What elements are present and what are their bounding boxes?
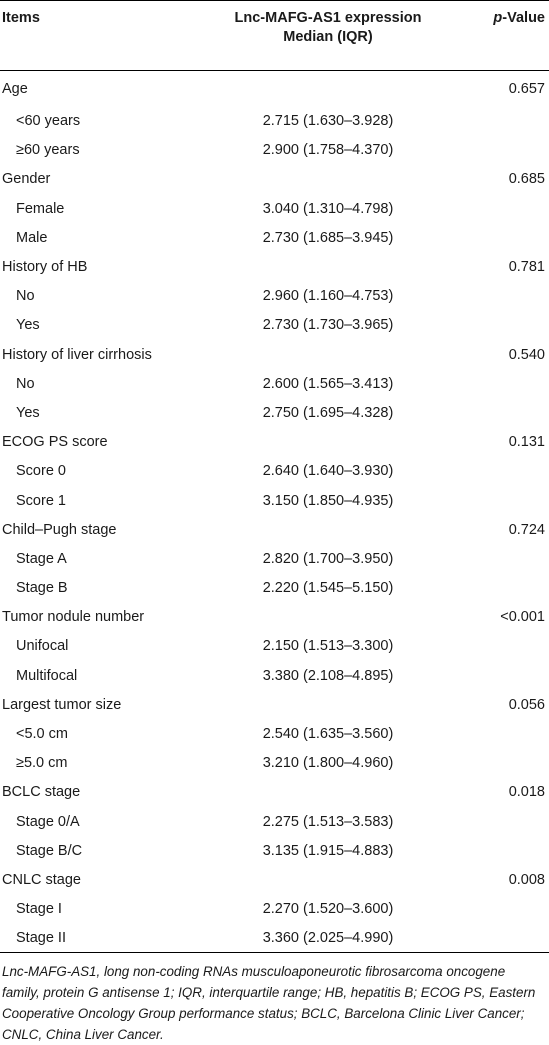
row-label: BCLC stage xyxy=(2,784,81,801)
row-pvalue xyxy=(441,544,549,573)
row-label: <60 years xyxy=(16,113,81,130)
table-row xyxy=(0,252,549,281)
row-label: Unifocal xyxy=(16,638,69,655)
header-expression xyxy=(215,1,441,71)
row-pvalue xyxy=(441,282,549,311)
row-expression: 2.730 (1.685–3.945) xyxy=(262,229,394,246)
row-label: Male xyxy=(16,229,48,246)
row-pvalue xyxy=(441,457,549,486)
row-expression: 2.715 (1.630–3.928) xyxy=(262,113,394,130)
table-row xyxy=(0,311,549,340)
table-row xyxy=(0,895,549,924)
row-expression xyxy=(215,690,441,719)
row-expression: 3.135 (1.915–4.883) xyxy=(262,842,394,859)
table-row xyxy=(0,661,549,690)
table-row xyxy=(0,136,549,165)
row-label: History of HB xyxy=(2,259,88,276)
row-pvalue xyxy=(441,719,549,748)
header-expression-line1: Lnc-MAFG-AS1 expression xyxy=(234,10,422,26)
row-pvalue xyxy=(441,136,549,165)
table-row xyxy=(0,398,549,427)
row-pvalue xyxy=(441,223,549,252)
table-row xyxy=(0,369,549,398)
row-label: Yes xyxy=(16,317,40,334)
row-expression xyxy=(215,252,441,281)
row-label: Stage II xyxy=(0,924,215,953)
row-pvalue xyxy=(441,924,549,953)
row-label: ≥60 years xyxy=(16,142,80,159)
row-label: Female xyxy=(16,200,65,217)
row-label: Stage A xyxy=(16,550,67,567)
row-expression: 2.750 (1.695–4.328) xyxy=(262,404,394,421)
row-pvalue: 0.056 xyxy=(508,696,545,713)
table-row xyxy=(0,924,549,953)
row-expression: 2.960 (1.160–4.753) xyxy=(262,288,394,305)
table-row xyxy=(0,778,549,807)
row-label: Tumor nodule number xyxy=(2,609,145,626)
row-expression xyxy=(215,865,441,894)
table-row xyxy=(0,194,549,223)
row-pvalue: 0.008 xyxy=(508,871,545,888)
row-label: Score 0 xyxy=(16,463,66,480)
row-pvalue: 0.657 xyxy=(508,80,545,97)
row-pvalue xyxy=(441,895,549,924)
row-label: Child–Pugh stage xyxy=(2,521,117,538)
row-pvalue: 0.540 xyxy=(508,346,545,363)
row-expression: 3.150 (1.850–4.935) xyxy=(262,492,394,509)
row-label: Age xyxy=(2,80,28,97)
header-row xyxy=(0,1,549,71)
row-expression: 2.220 (1.545–5.150) xyxy=(262,580,394,597)
row-expression: 2.640 (1.640–3.930) xyxy=(262,463,394,480)
row-expression: 2.540 (1.635–3.560) xyxy=(262,726,394,743)
row-expression: 2.275 (1.513–3.583) xyxy=(262,813,394,830)
table-header xyxy=(0,1,549,71)
row-expression: 2.820 (1.700–3.950) xyxy=(262,550,394,567)
row-expression: 2.730 (1.730–3.965) xyxy=(262,317,394,334)
table-row xyxy=(0,865,549,894)
table-row xyxy=(0,719,549,748)
table-row xyxy=(0,574,549,603)
table-row xyxy=(0,690,549,719)
row-label: Multifocal xyxy=(16,667,78,684)
table-row xyxy=(0,223,549,252)
table-row xyxy=(0,428,549,457)
row-expression xyxy=(215,515,441,544)
table-body xyxy=(0,71,549,953)
row-label: <5.0 cm xyxy=(16,726,68,743)
row-pvalue xyxy=(441,749,549,778)
row-pvalue xyxy=(441,632,549,661)
row-expression: 2.600 (1.565–3.413) xyxy=(262,375,394,392)
row-pvalue xyxy=(441,661,549,690)
table-row xyxy=(0,632,549,661)
header-items: Items xyxy=(2,10,40,26)
table-row xyxy=(0,836,549,865)
row-pvalue xyxy=(441,311,549,340)
row-label: History of liver cirrhosis xyxy=(2,346,152,363)
table-row xyxy=(0,515,549,544)
table-row xyxy=(0,282,549,311)
row-label: Yes xyxy=(16,404,40,421)
table-row xyxy=(0,749,549,778)
table-row xyxy=(0,603,549,632)
table-row xyxy=(0,107,549,136)
row-pvalue xyxy=(441,398,549,427)
row-pvalue xyxy=(441,194,549,223)
row-pvalue: <0.001 xyxy=(500,609,545,626)
header-expression-line2: Median (IQR) xyxy=(283,29,373,45)
row-pvalue: 0.685 xyxy=(508,171,545,188)
row-pvalue xyxy=(441,836,549,865)
table-row xyxy=(0,340,549,369)
row-pvalue: 0.131 xyxy=(508,434,545,451)
row-label: Stage B/C xyxy=(16,842,83,859)
table-footnote: Lnc-MAFG-AS1, long non-coding RNAs musculoaponeurotic fibrosarcoma oncogene family, protein G antisense 1; IQR, interquartile range; HB, hepatitis B; ECOG PS, Eastern Cooperative Oncology Group performance status; BCLC, Barcelona Clinic Liver Cancer; CNLC, China Liver Cancer. xyxy=(2,964,536,1043)
row-label: Largest tumor size xyxy=(2,696,122,713)
row-label: No xyxy=(16,375,35,392)
row-expression: 2.270 (1.520–3.600) xyxy=(262,901,394,918)
header-p-rest: -Value xyxy=(502,10,545,26)
row-label: Stage B xyxy=(16,580,68,597)
row-expression xyxy=(215,778,441,807)
row-expression xyxy=(215,340,441,369)
row-expression: 2.150 (1.513–3.300) xyxy=(262,638,394,655)
table-row xyxy=(0,486,549,515)
row-expression xyxy=(215,71,441,107)
row-pvalue xyxy=(441,807,549,836)
row-label: ECOG PS score xyxy=(2,434,108,451)
row-expression: 3.380 (2.108–4.895) xyxy=(262,667,394,684)
row-expression: 3.210 (1.800–4.960) xyxy=(262,755,394,772)
table-row xyxy=(0,71,549,107)
table-row xyxy=(0,807,549,836)
row-expression xyxy=(215,603,441,632)
row-expression xyxy=(215,428,441,457)
row-expression: 3.360 (2.025–4.990) xyxy=(215,924,441,953)
row-pvalue: 0.018 xyxy=(508,784,545,801)
row-expression xyxy=(215,165,441,194)
row-pvalue: 0.781 xyxy=(508,259,545,276)
table-row xyxy=(0,165,549,194)
row-expression: 2.900 (1.758–4.370) xyxy=(262,142,394,159)
row-pvalue xyxy=(441,369,549,398)
row-pvalue xyxy=(441,486,549,515)
header-pvalue xyxy=(441,1,549,71)
row-label: No xyxy=(16,288,35,305)
header-p-italic: p xyxy=(493,10,503,26)
row-pvalue xyxy=(441,107,549,136)
row-pvalue xyxy=(441,574,549,603)
table-row xyxy=(0,457,549,486)
row-label: Score 1 xyxy=(16,492,66,509)
row-label: CNLC stage xyxy=(2,871,81,888)
row-pvalue: 0.724 xyxy=(508,521,545,538)
row-label: Gender xyxy=(2,171,51,188)
row-label: Stage I xyxy=(16,901,62,918)
row-expression: 3.040 (1.310–4.798) xyxy=(262,200,394,217)
row-label: Stage 0/A xyxy=(16,813,80,830)
table-row xyxy=(0,544,549,573)
row-label: ≥5.0 cm xyxy=(16,755,68,772)
